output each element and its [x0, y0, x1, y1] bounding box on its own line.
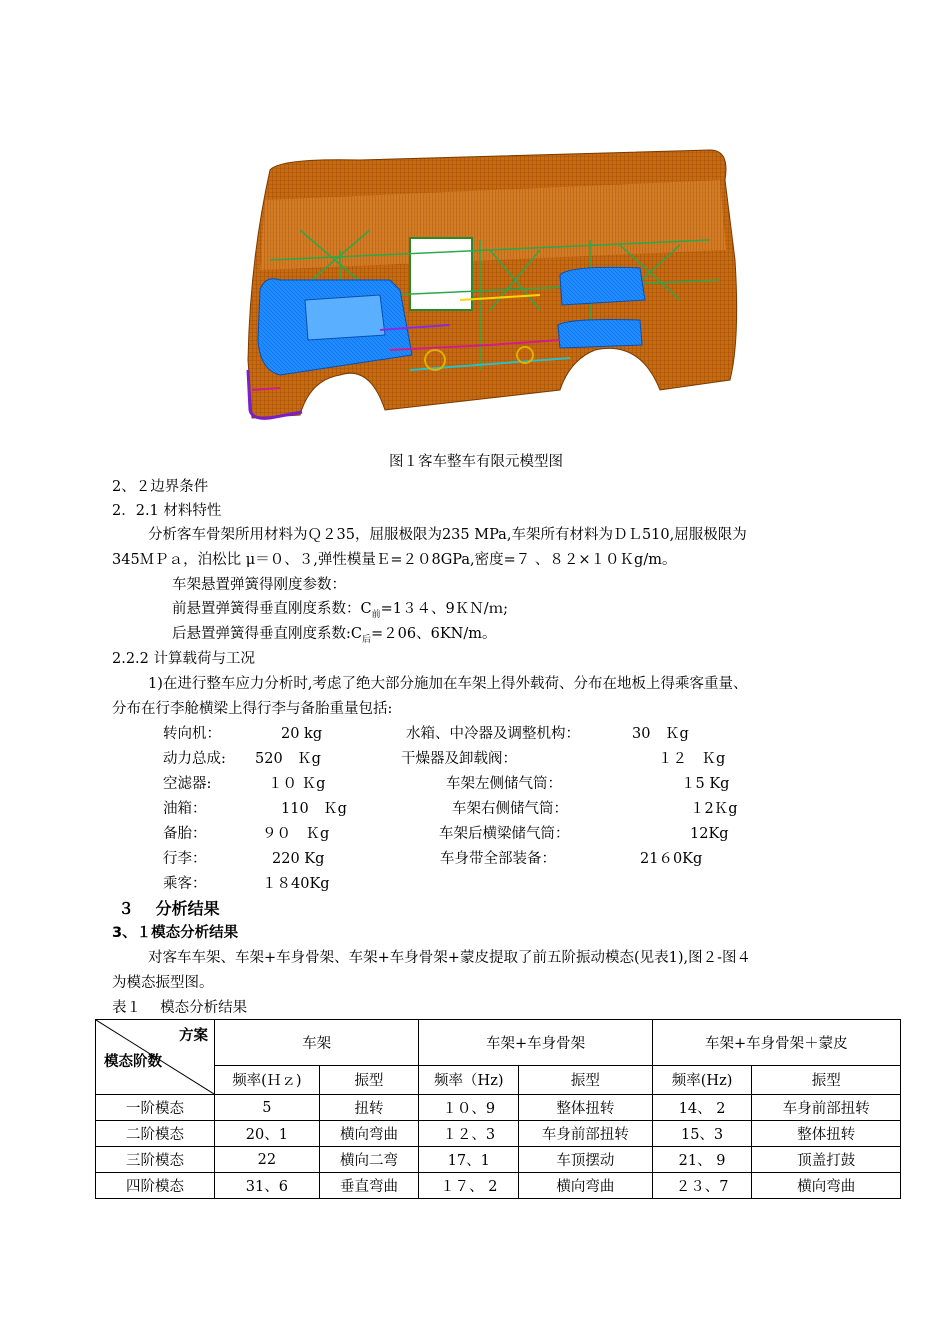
- table-cell: １２、3: [419, 1121, 519, 1147]
- table-cell: 22: [215, 1147, 320, 1173]
- figure-caption: 图１客车整车有限元模型图: [389, 454, 563, 470]
- load-value: 110 Ｋg: [281, 801, 347, 817]
- table-cell: 5: [215, 1095, 320, 1121]
- load-value: １２ Ｋg: [658, 751, 726, 767]
- table-row: [96, 1121, 901, 1147]
- table-cell: 车顶摆动: [519, 1147, 653, 1173]
- section-2-2-2-heading: 2.2.2 计算载荷与工况: [112, 651, 256, 667]
- section-2-2-1-heading: 2．2.1 材料特性: [112, 503, 222, 519]
- table-row: [96, 1147, 901, 1173]
- load-name: 乘客：: [163, 876, 207, 892]
- spring-stiffness-title: 车架悬置弹簧得刚度参数：: [172, 577, 346, 593]
- corner-mode-label: 模态阶数: [104, 1054, 162, 1070]
- load-value: １5 Kg: [681, 776, 730, 792]
- load-paragraph-line-2: 分布在行李舱横梁上得行李与备胎重量包括:: [112, 701, 393, 717]
- modal-paragraph-line-2: 为模态振型图。: [112, 975, 214, 991]
- bus-fe-model-figure: [240, 140, 755, 425]
- row-label: 一阶模态: [96, 1095, 215, 1121]
- load-value: 12Kg: [690, 826, 729, 842]
- group-header: 车架+车身骨架＋蒙皮: [652, 1020, 900, 1066]
- table-cell: 整体扭转: [519, 1095, 653, 1121]
- load-name: 动力总成:: [163, 751, 226, 767]
- table-cell: 21、 9: [652, 1147, 752, 1173]
- load-name: 空滤器:: [163, 776, 212, 792]
- table-cell: 顶盖打鼓: [752, 1147, 901, 1173]
- table-cell: 车身前部扭转: [752, 1095, 901, 1121]
- section-2-2-heading: 2、２边界条件: [112, 479, 209, 495]
- sub-header: 振型: [319, 1065, 419, 1094]
- load-paragraph-line-1: 1)在进行整车应力分析时,考虑了绝大部分施加在车架上得外载荷、分布在地板上得乘客重量、: [148, 676, 748, 692]
- modal-paragraph-line-1: 对客车车架、车架+车身骨架、车架+车身骨架+蒙皮提取了前五阶振动模态(见表1),图２-图４: [148, 950, 751, 966]
- table-cell: 17、1: [419, 1147, 519, 1173]
- table-row: [96, 1095, 901, 1121]
- load-name: 干燥器及卸载阀：: [401, 751, 517, 767]
- modal-analysis-table: [95, 1019, 901, 1199]
- load-value: １８40Kg: [262, 876, 330, 892]
- load-value: 20 kg: [281, 726, 323, 742]
- table-cell: 20、1: [215, 1121, 320, 1147]
- material-paragraph-line-2: 345ＭＰａ，泊松比 μ＝０、３,弹性模量Ｅ=２０8GPa,密度=７ 、８２×１０Ｋg/m。: [112, 552, 677, 568]
- section-3-heading: ３ 分析结果: [118, 899, 220, 918]
- sub-header: 频率(Ｈｚ): [215, 1065, 320, 1094]
- load-value: ９０ Ｋg: [262, 826, 330, 842]
- row-label: 二阶模态: [96, 1121, 215, 1147]
- table-cell: １７、 2: [419, 1173, 519, 1199]
- load-name: 行李：: [163, 851, 207, 867]
- table-cell: 横向弯曲: [752, 1173, 901, 1199]
- table-cell: 整体扭转: [752, 1121, 901, 1147]
- sub-header: 振型: [519, 1065, 653, 1094]
- table-title: 表１ 模态分析结果: [112, 1000, 248, 1016]
- load-name: 车架右侧储气筒：: [452, 801, 568, 817]
- front-spring-stiffness: 前悬置弹簧得垂直刚度系数：$C_前=134$、9ＫＮ/ｍ;: [172, 601, 508, 620]
- load-name: 水箱、中冷器及调整机构：: [406, 726, 580, 742]
- sub-header: 频率(Hz): [652, 1065, 752, 1094]
- table-cell: 横向弯曲: [519, 1173, 653, 1199]
- table-cell: 横向二弯: [319, 1147, 419, 1173]
- sub-header: 振型: [752, 1065, 901, 1094]
- table-cell: 车身前部扭转: [519, 1121, 653, 1147]
- load-value: １０ Ｋg: [268, 776, 326, 792]
- section-3-1-heading: 3、１模态分析结果: [112, 925, 239, 941]
- corner-scheme-label: 方案: [179, 1028, 208, 1044]
- load-name: 转向机：: [163, 726, 221, 742]
- load-value: 30 Ｋg: [632, 726, 689, 742]
- table-cell: 15、3: [652, 1121, 752, 1147]
- group-header: 车架: [215, 1020, 419, 1066]
- load-name: 车架后横梁储气筒：: [439, 826, 570, 842]
- row-label: 四阶模态: [96, 1173, 215, 1199]
- table-cell: 31、6: [215, 1173, 320, 1199]
- load-value: １2Ｋg: [690, 801, 738, 817]
- material-paragraph-line-1: 分析客车骨架所用材料为Ｑ２35，屈服极限为235 MPa,车架所有材料为ＤＬ510,屈服极限为: [148, 527, 747, 543]
- table-cell: 横向弯曲: [319, 1121, 419, 1147]
- table-corner-cell: [96, 1020, 215, 1095]
- group-header: 车架+车身骨架: [419, 1020, 652, 1066]
- sub-header: 频率（Hz): [419, 1065, 519, 1094]
- row-label: 三阶模态: [96, 1147, 215, 1173]
- table-cell: 垂直弯曲: [319, 1173, 419, 1199]
- load-value: 520 Ｋg: [255, 751, 321, 767]
- table-cell: ２３、7: [652, 1173, 752, 1199]
- table-row: [96, 1173, 901, 1199]
- rear-spring-stiffness: 后悬置弹簧得垂直刚度系数$:C_后=206$、6KN/m。: [172, 626, 497, 645]
- load-name: 车架左侧储气筒：: [446, 776, 562, 792]
- load-value: 21６0Kg: [640, 851, 703, 867]
- table-cell: 14、 2: [652, 1095, 752, 1121]
- table-cell: 扭转: [319, 1095, 419, 1121]
- load-name: 车身带全部装备：: [440, 851, 556, 867]
- table-cell: １０、9: [419, 1095, 519, 1121]
- load-name: 备胎：: [163, 826, 207, 842]
- load-name: 油箱：: [163, 801, 207, 817]
- load-value: 220 Kg: [272, 851, 325, 867]
